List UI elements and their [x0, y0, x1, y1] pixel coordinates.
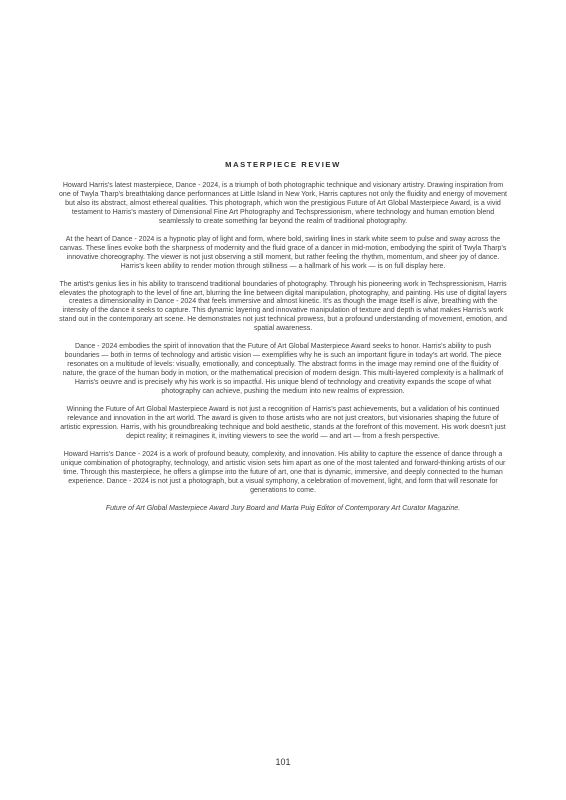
- article-paragraph: At the heart of Dance - 2024 is a hypnotic play of light and form, where bold, swirling lines in stark white seem to pulse and sway across the canvas. These lines evoke both the sharpness of modernity and the fluid grace of a dancer in mid-motion, embodying the spirit of Twyla Tharp's innovative choreography. The viewer is not just observing a still moment, but rather feeling the rhythm, momentum, and sheer joy of dance. Harris's keen ability to render motion through stillness — a hallmark of his work — is on full display here.: [59, 235, 507, 270]
- article-credit: Future of Art Global Masterpiece Award Jury Board and Marta Puig Editor of Contemporary Art Curator Magazine.: [105, 504, 461, 512]
- article-paragraph: Dance - 2024 embodies the spirit of innovation that the Future of Art Global Masterpiece Award seeks to honor. Harris's ability to push boundaries — both in terms of technology and artistic vision — exemplifies why he is such an important figure in today's art world. The piece resonates on a multitude of levels: visually, emotionally, and conceptually. The abstract forms in the image may remind one of the fluidity of nature, the grace of the human body in motion, or the mathematical precision of modern design. This multi-layered complexity is a hallmark of Harris's oeuvre and is precisely why his work is so impactful. His unique blend of technology and creativity expands the scope of what photography can achieve, pushing the medium into new realms of expression.: [62, 343, 504, 396]
- article-paragraph: Howard Harris's latest masterpiece, Dance - 2024, is a triumph of both photographic technique and visionary artistry. Drawing inspiration from one of Twyla Tharp's breathtaking dance performances at Little Island in New York, Harris captures not only the fluidity and energy of movement but also its abstract, almost ethereal qualities. This photograph, which won the prestigious Future of Art Global Masterpiece Award, is a vivid testament to Harris's mastery of Dimensional Fine Art Photography and Techspressionism, where technology and human emotion blend seamlessly to create something far beyond the realm of traditional photography.: [58, 182, 508, 225]
- article-paragraph: Howard Harris's Dance - 2024 is a work of profound beauty, complexity, and innovation. His ability to capture the essence of dance through a unique combination of photography, technology, and artistic vision sets him apart as one of the most talented and forward-thinking artists of our time. Through this masterpiece, he offers a glimpse into the future of art, one that is dynamic, immersive, and deeply connected to the human experience. Dance - 2024 is not just a photograph, but a visual symphony, a celebration of movement, light, and form that will resonate for generations to come.: [60, 450, 506, 494]
- article-paragraph: Winning the Future of Art Global Masterpiece Award is not just a recognition of Harris's past achievements, but a validation of his continued relevance and innovation in the art world. The award is given to those artists who are not just creators, but visionaries shaping the future of artistic expression. Harris, with his groundbreaking technique and bold aesthetic, stands at the forefront of this movement. His work doesn't just depict reality; it reimagines it, inviting viewers to see the world — and art — from a fresh perspective.: [60, 406, 506, 440]
- article-heading: MASTERPIECE REVIEW: [225, 160, 341, 169]
- article-body: [58, 182, 508, 523]
- page-number: 101: [275, 757, 291, 767]
- article-paragraph: The artist's genius lies in his ability to transcend traditional boundaries of photography. Through his pioneering work in Techspressionism, Harris elevates the photograph to the level of fine art, blurring the line between digital manipulation, photography, and painting. His use of digital layers creates a dimensionality in Dance - 2024 that feels immersive and almost kinetic. It's as though the image itself is alive, breathing with the intensity of the dance it seeks to capture. This dynamic layering and innovative manipulation of texture and depth is what makes Harris's work stand out in the contemporary art scene. He demonstrates not just technical prowess, but a profound understanding of movement, emotion, and spatial awareness.: [59, 280, 507, 333]
